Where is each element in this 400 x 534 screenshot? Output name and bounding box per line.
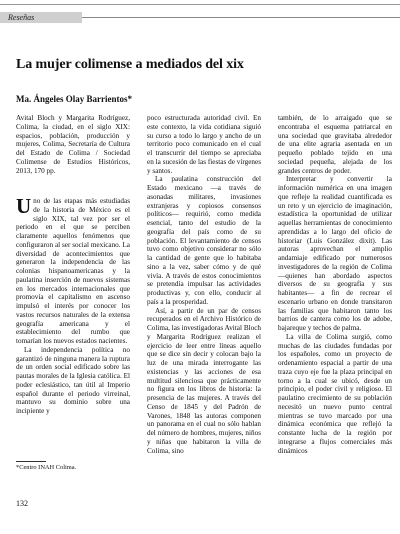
paragraph: Así, a partir de un par de censos recuperados en el Archivo Histórico de Colima, las investigadoras Avital Bloch y Margarita Rodríguez realizan el ejercicio de leer entre líneas aquello que se dice sin decir y colocan bajo la luz de una mirada interrogante las existencias y las acciones de esa multitud silenciosa que prácticamente no figura en los libros de historia: la presencia de las mujeres. A través del Censo de 1845 y del Padrón de Varones, 1848 las autoras componen un panorama en el cual no sólo hablan del número de hombres, mujeres, niños y niñas que habitaron la villa de Colima, sino bbox=[147, 306, 261, 455]
column-2 bbox=[147, 114, 261, 534]
header-top-rule bbox=[0, 4, 400, 5]
column-3 bbox=[278, 114, 392, 534]
paragraph: La villa de Colima surgió, como muchas de las ciudades fundadas por los españoles, como un proyecto de ordenamiento espacial a partir de una traza cuyo eje fue la plaza principal en torno a la cual se ubicó, desde un principio, el poder civil y religioso. El paulatino crecimiento de su población necesitó un nuevo punto central mientras se tuvo marcado por una dinámica económica que reflejó la constante lucha de la región por integrarse a flujos comerciales más dinámicos bbox=[278, 332, 392, 455]
paragraph: La paulatina construcción del Estado mexicano —a través de asonadas militares, invasiones extranjeras y copiosos consensos políticos— requirió, como medida esencial, tanto del estudio de la geografía del país como de su población. El levantamiento de censos tuvo como objetivo considerar no sólo la cantidad de gente que lo habitaba sino a la vez, saber cómo y de qué vivía. A través de estos conocimientos se pretendía impulsar las actividades productivas y, con ello, conducir al país a la prosperidad. bbox=[147, 175, 261, 306]
paragraph: La independencia política no garantizó de ninguna manera la ruptura de un orden social edificado sobre las pautas morales de la Iglesia católica. El poder eclesiástico, tan útil al Imperio español durante el periodo virreinal, mantuvo su dominio sobre una incipiente y bbox=[16, 345, 130, 415]
article-author: Ma. Ángeles Olay Barrientos* bbox=[16, 94, 132, 104]
reference-text: Avital Bloch y Margarita Rodríguez, Colima, la ciudad, en el siglo XIX: espacios, población, producción y mujeres, Colima, Secretaría de Cultura del Estado de Colima / Sociedad Colimense de Estudios Históricos, 2013, 170 pp. bbox=[16, 114, 130, 175]
article-title: La mujer colimense a mediados del xix bbox=[16, 57, 244, 72]
paragraph: no de las etapas más estudiadas de la historia de México es el siglo XIX, tal vez por ser el periodo en el que se perciben claramente aquellos fenómenos que configuraron al ser social mexicano. La diversidad de acontecimientos que generaron la independencia de las colonias hispanoamericanas y la paulatina inserción de nuevos sistemas en los mercados internacionales que promovía el capitalismo en ascenso impulsó el interés por conocer los vastos recursos naturales de la extensa geografía americana y el establecimiento del rumbo que tomarían los nuevos estados nacientes. bbox=[16, 197, 130, 345]
drop-cap: U bbox=[16, 197, 32, 218]
paragraph: poco estructurada autoridad civil. En este contexto, la vida cotidiana siguió su curso a todo lo largo y ancho de un territorio poco comunicado en el cual el transcurrir del tiempo se apreciaba en la sucesión de las fiestas de vírgenes y santos. bbox=[147, 114, 261, 175]
header-rule bbox=[82, 17, 400, 18]
section-label: Reseñas bbox=[8, 13, 35, 22]
page-number: 132 bbox=[16, 499, 28, 508]
paragraph: también, de lo arraigado que se encontraba el esquema patriarcal en una sociedad que gravitaba alrededor de una elite agraria asentada en un pequeño poblado tejido en una sociedad pequeña, alejada de los grandes centros de poder. bbox=[278, 114, 392, 175]
book-reference bbox=[16, 114, 130, 176]
footnote-rule bbox=[16, 461, 46, 462]
footnote: *Centro INAH Colima. bbox=[16, 464, 77, 471]
paragraph: Interpretar y convertir la información numérica en una imagen que refleje la realidad cuantificada es un reto y un ejercicio de imaginación, estadística la oportunidad de utilizar aquellas herramientas de conocimiento aprendidas a lo largo del oficio de historiar (Luis González dixit). Las autoras aprovechan el amplio andamiaje edificado por numerosos investigadores de la región de Colima —quienes han abordado aspectos diversos de su geografía y sus habitantes— a fin de recrear el escenario urbano en donde transitaron las familias que habitaron tanto los barrios de cantera como los de adobe, bajareque y techos de palma. bbox=[278, 175, 392, 332]
column-1 bbox=[16, 197, 130, 437]
